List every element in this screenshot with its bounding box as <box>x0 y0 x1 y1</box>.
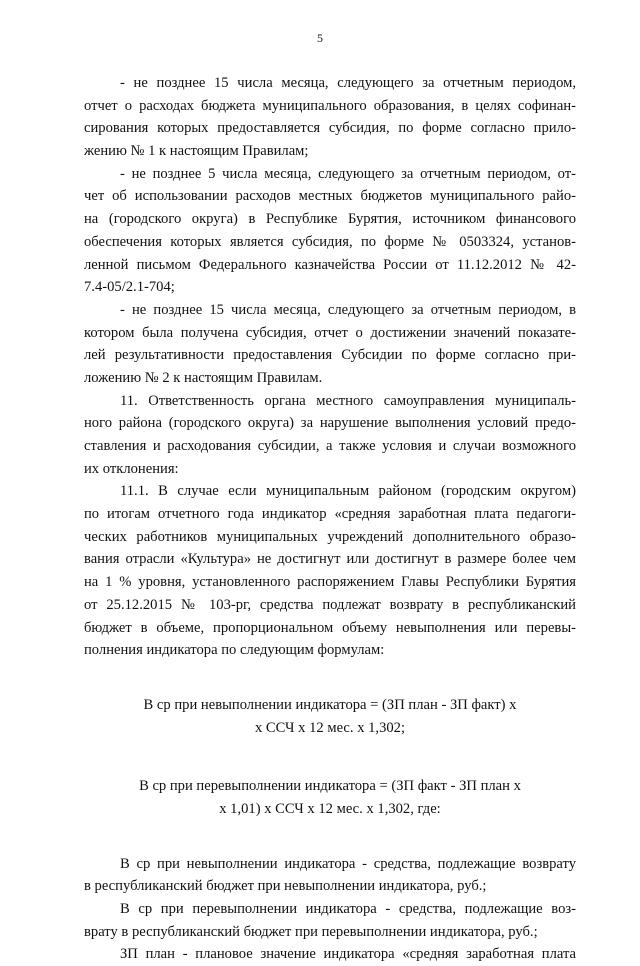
text-line: отчет о расходах бюджета муниципального образования, в целях софинан- <box>84 97 576 114</box>
text-line: ложению № 2 к настоящим Правилам. <box>84 369 323 386</box>
text-line: ЗП план - плановое значение индикатора «средняя заработная плата <box>120 946 576 963</box>
formula-line: В ср при невыполнении индикатора = (ЗП план - ЗП факт) х <box>143 696 517 713</box>
text-line: - не позднее 5 числа месяца, следующего за отчетным периодом, от- <box>120 165 576 182</box>
text-line: бюджет в объеме, пропорциональном объему невыполнения или перевы- <box>84 619 576 636</box>
text-line: ленной письмом Федерального казначейства России от 11.12.2012 № 42- <box>84 256 576 273</box>
text-line: 11.1. В случае если муниципальным районом (городским округом) <box>120 483 576 500</box>
formula-line: х 1,01) х ССЧ х 12 мес. х 1,302, где: <box>219 800 441 817</box>
text-line: полнения индикатора по следующим формулам: <box>84 642 385 659</box>
text-line: В ср при невыполнении индикатора - средства, подлежащие возврату <box>120 855 576 872</box>
text-line: в республиканский бюджет при невыполнении индикатора, руб.; <box>84 878 487 895</box>
text-line: чет об использовании расходов местных бюджетов муниципального райо- <box>84 188 576 205</box>
text-line: обеспечения которых является субсидия, по форме № 0503324, установ- <box>84 233 576 250</box>
formula-line: х ССЧ х 12 мес. х 1,302; <box>254 719 406 736</box>
text-line: В ср при перевыполнении индикатора - средства, подлежащие воз- <box>120 901 576 917</box>
text-line: врату в республиканский бюджет при перевыполнении индикатора, руб.; <box>84 923 538 940</box>
page-number: 5 <box>317 31 323 45</box>
text-line: 11. Ответственность органа местного самоуправления муниципаль- <box>120 392 576 409</box>
text-line: - не позднее 15 числа месяца, следующего за отчетным периодом, в <box>120 301 576 318</box>
text-line: на 1 % уровня, установленного распоряжением Главы Республики Бурятия <box>84 574 576 591</box>
text-line: на (городского округа) в Республике Бурятия, источником финансового <box>84 211 576 228</box>
text-line: котором была получена субсидия, отчет о достижении значений показате- <box>84 324 576 341</box>
text-line: жению № 1 к настоящим Правилам; <box>84 143 309 160</box>
document-body <box>84 72 576 966</box>
text-line: ческих работников муниципальных учреждений дополнительного образо- <box>84 528 576 545</box>
text-line: - не позднее 15 числа месяца, следующего за отчетным периодом, <box>120 75 576 91</box>
text-line: по итогам отчетного года индикатор «средняя заработная плата педагоги- <box>84 506 576 523</box>
text-line: лей результативности предоставления Субсидии по форме согласно при- <box>84 347 576 364</box>
text-line: вания отрасли «Культура» не достигнут или достигнут в размере более чем <box>84 551 576 568</box>
text-line: ного района (городского округа) за нарушение выполнения условий предо- <box>84 415 576 432</box>
text-line: сирования которых предоставляется субсидия, по форме согласно прило- <box>84 120 576 137</box>
text-line: от 25.12.2015 № 103-рг, средства подлежат возврату в республиканский <box>84 596 576 613</box>
text-line: ставления и расходования субсидии, а также условия и случаи возможного <box>84 438 576 454</box>
text-line: 7.4-05/2.1-704; <box>84 279 175 296</box>
text-line: их отклонения: <box>84 460 179 477</box>
formula-line: В ср при перевыполнении индикатора = (ЗП факт - ЗП план х <box>139 778 521 795</box>
